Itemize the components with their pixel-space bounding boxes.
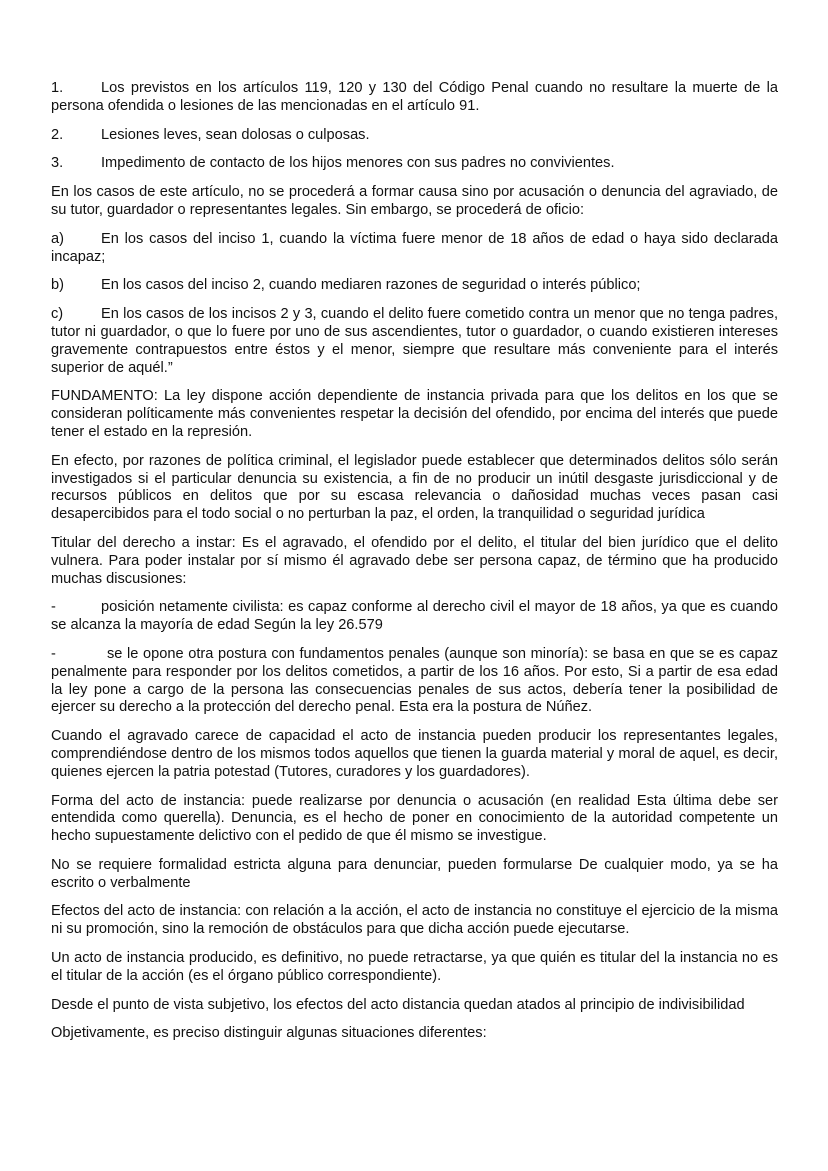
lettered-item-c: [51, 306, 778, 377]
paragraph-efecto: En efecto, por razones de política criminal, el legislador puede establecer que determinados delitos sólo serán investigados si el particular denuncia su existencia, a fin de no producir un inútil desgaste jurisdiccional y de recursos públicos en delitos que por su escasa relevancia o dañosidad muchas veces pasan casi desapercibidos para el todo social o no perturban la paz, el orden, la tranquilidad o seguridad jurídica: [51, 452, 778, 523]
item-text: Los previstos en los artículos 119, 120 y 130 del Código Penal cuando no resultare la muerte de la persona ofendida o lesiones de las mencionadas en el artículo 91.: [51, 80, 778, 114]
item-marker: -: [51, 599, 56, 616]
item-marker: -: [51, 645, 56, 662]
item-text: En los casos del inciso 1, cuando la víctima fuere menor de 18 años de edad o haya sido declarada incapaz;: [51, 230, 778, 265]
paragraph-titular: Titular del derecho a instar: Es el agravado, el ofendido por el delito, el titular del bien jurídico que el delito vulnera. Para poder instalar por sí mismo él agravado debe ser persona capaz, de término que ha producido muchas discusiones:: [51, 534, 778, 587]
dash-item-1: [51, 599, 778, 635]
item-text: Impedimento de contacto de los hijos menores con sus padres no convivientes.: [101, 155, 615, 172]
paragraph-formalidad: No se requiere formalidad estricta alguna para denunciar, pueden formularse De cualquier modo, ya se ha escrito o verbalmente: [51, 856, 778, 891]
item-text: posición netamente civilista: es capaz conforme al derecho civil el mayor de 18 años, ya que es cuando se alcanza la mayoría de edad Según la ley 26.579: [51, 599, 778, 634]
item-marker: 1.: [51, 80, 64, 96]
item-marker: b): [51, 277, 64, 294]
paragraph-forma: Forma del acto de instancia: puede realizarse por denuncia o acusación (en realidad Esta última debe ser entendida como querella). Denuncia, es el hecho de poner en conocimiento de la autoridad competente un hecho supuestamente delictivo con el pedido de que él mismo se investigue.: [51, 792, 778, 845]
item-text: En los casos del inciso 2, cuando mediaren razones de seguridad o interés público;: [101, 277, 641, 294]
lettered-item-b: [51, 277, 778, 295]
item-marker: a): [51, 230, 64, 247]
paragraph-cuando: Cuando el agravado carece de capacidad el acto de instancia pueden producir los representantes legales, comprendiéndose dentro de los mismos todos aquellos que tienen la guarda material y moral de aquel, es decir, quienes ejercen la patria potestad (Tutores, curadores y los guardadores).: [51, 728, 778, 780]
item-text: se le opone otra postura con fundamentos penales (aunque son minoría): se basa en que se es capaz penalmente para responder por los delitos cometidos, a partir de los 16 años. Por esto, Si a partir de esa edad la ley pone a cargo de la persona las consecuencias penales de sus actos, debería tener la posibilidad de ejercer su derecho a la protección del derecho penal. Esta era la postura de Núñez.: [51, 645, 778, 716]
item-marker: 3.: [51, 155, 64, 172]
numbered-item-2: [51, 127, 778, 145]
paragraph-definitivo: Un acto de instancia producido, es definitivo, no puede retractarse, ya que quién es titular del la instancia no es el titular de la acción (es el órgano público correspondiente).: [51, 950, 778, 984]
paragraph-subjetivo: Desde el punto de vista subjetivo, los efectos del acto distancia quedan atados al principio de indivisibilidad: [51, 996, 745, 1013]
item-text: En los casos de los incisos 2 y 3, cuando el delito fuere cometido contra un menor que no tenga padres, tutor ni guardador, o que lo fuere por uno de sus ascendientes, tutor o guardador, o cuando existieren intereses gravemente contrapuestos entre éstos y el menor, siempre que resultare más conveniente para el interés superior de aquél.”: [51, 306, 778, 376]
item-marker: c): [51, 306, 64, 323]
paragraph-casos: En los casos de este artículo, no se procederá a formar causa sino por acusación o denuncia del agraviado, de su tutor, guardador o representantes legales. Sin embargo, se procederá de oficio:: [51, 184, 778, 218]
paragraph-fundamento: FUNDAMENTO: La ley dispone acción dependiente de instancia privada para que los delitos en los que se consideran políticamente más convenientes respetar la decisión del ofendido, por encima del interés que puede tener el estado en la represión.: [51, 388, 778, 440]
lettered-item-a: [51, 231, 778, 267]
paragraph-objetivamente: Objetivamente, es preciso distinguir algunas situaciones diferentes:: [51, 1025, 487, 1042]
item-marker: 2.: [51, 126, 64, 143]
item-text: Lesiones leves, sean dolosas o culposas.: [101, 126, 370, 143]
numbered-item-1: [51, 80, 778, 116]
paragraph-efectos: Efectos del acto de instancia: con relación a la acción, el acto de instancia no constituye el ejercicio de la misma ni su promoción, sino la remoción de obstáculos para que dicha acción puede ejecutarse.: [51, 903, 778, 938]
dash-item-2: [51, 646, 778, 717]
numbered-item-3: [51, 155, 778, 173]
